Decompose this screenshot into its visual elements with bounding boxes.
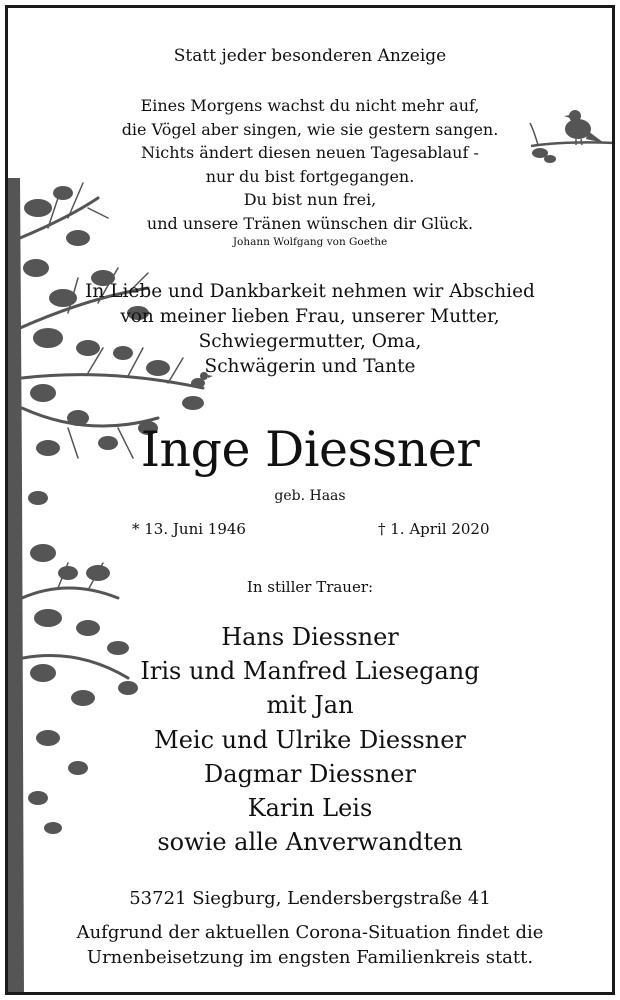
birth-date: * 13. Juni 1946 (132, 520, 246, 538)
family-member: Dagmar Diessner (204, 759, 416, 788)
obituary-card (5, 5, 615, 995)
family-member: sowie alle Anverwandten (157, 828, 463, 857)
poem-line: Du bist nun frei, (243, 190, 377, 209)
family-member: Iris und Manfred Liesegang (140, 657, 480, 686)
intro-line: von meiner lieben Frau, unserer Mutter, (120, 306, 500, 327)
intro-text (8, 279, 612, 379)
family-list (8, 620, 612, 859)
poem-line: Eines Morgens wachst du nicht mehr auf, (140, 96, 480, 115)
intro-line: In Liebe und Dankbarkeit nehmen wir Abschied (85, 281, 535, 302)
poem-author: Johann Wolfgang von Goethe (232, 236, 388, 248)
maiden-name: geb. Haas (274, 488, 346, 504)
family-member: Hans Diessner (221, 623, 399, 651)
poem (8, 94, 612, 235)
heading: Statt jeder besonderen Anzeige (173, 46, 447, 66)
address: 53721 Siegburg, Lendersbergstraße 41 (129, 888, 491, 909)
poem-line: und unsere Tränen wünschen dir Glück. (146, 213, 474, 233)
family-member: mit Jan (266, 691, 354, 720)
mourning-label: In stiller Trauer: (246, 578, 374, 596)
poem-line: Nichts ändert diesen neuen Tagesablauf - (141, 143, 479, 162)
deceased-name: Inge Diessner (140, 421, 480, 478)
death-date: † 1. April 2020 (378, 520, 490, 538)
intro-line: Schwiegermutter, Oma, (198, 331, 422, 352)
poem-line: nur du bist fortgegangen. (205, 166, 415, 186)
notice-line: Aufgrund der aktuellen Corona-Situation findet die (76, 922, 544, 943)
intro-line: Schwägerin und Tante (204, 356, 416, 377)
notice-line: Urnenbeisetzung im engsten Familienkreis statt. (86, 947, 534, 968)
funeral-notice (8, 920, 612, 970)
family-member: Meic und Ulrike Diessner (154, 725, 466, 754)
poem-line: die Vögel aber singen, wie sie gestern sangen. (121, 119, 499, 139)
family-member: Karin Leis (247, 794, 373, 823)
